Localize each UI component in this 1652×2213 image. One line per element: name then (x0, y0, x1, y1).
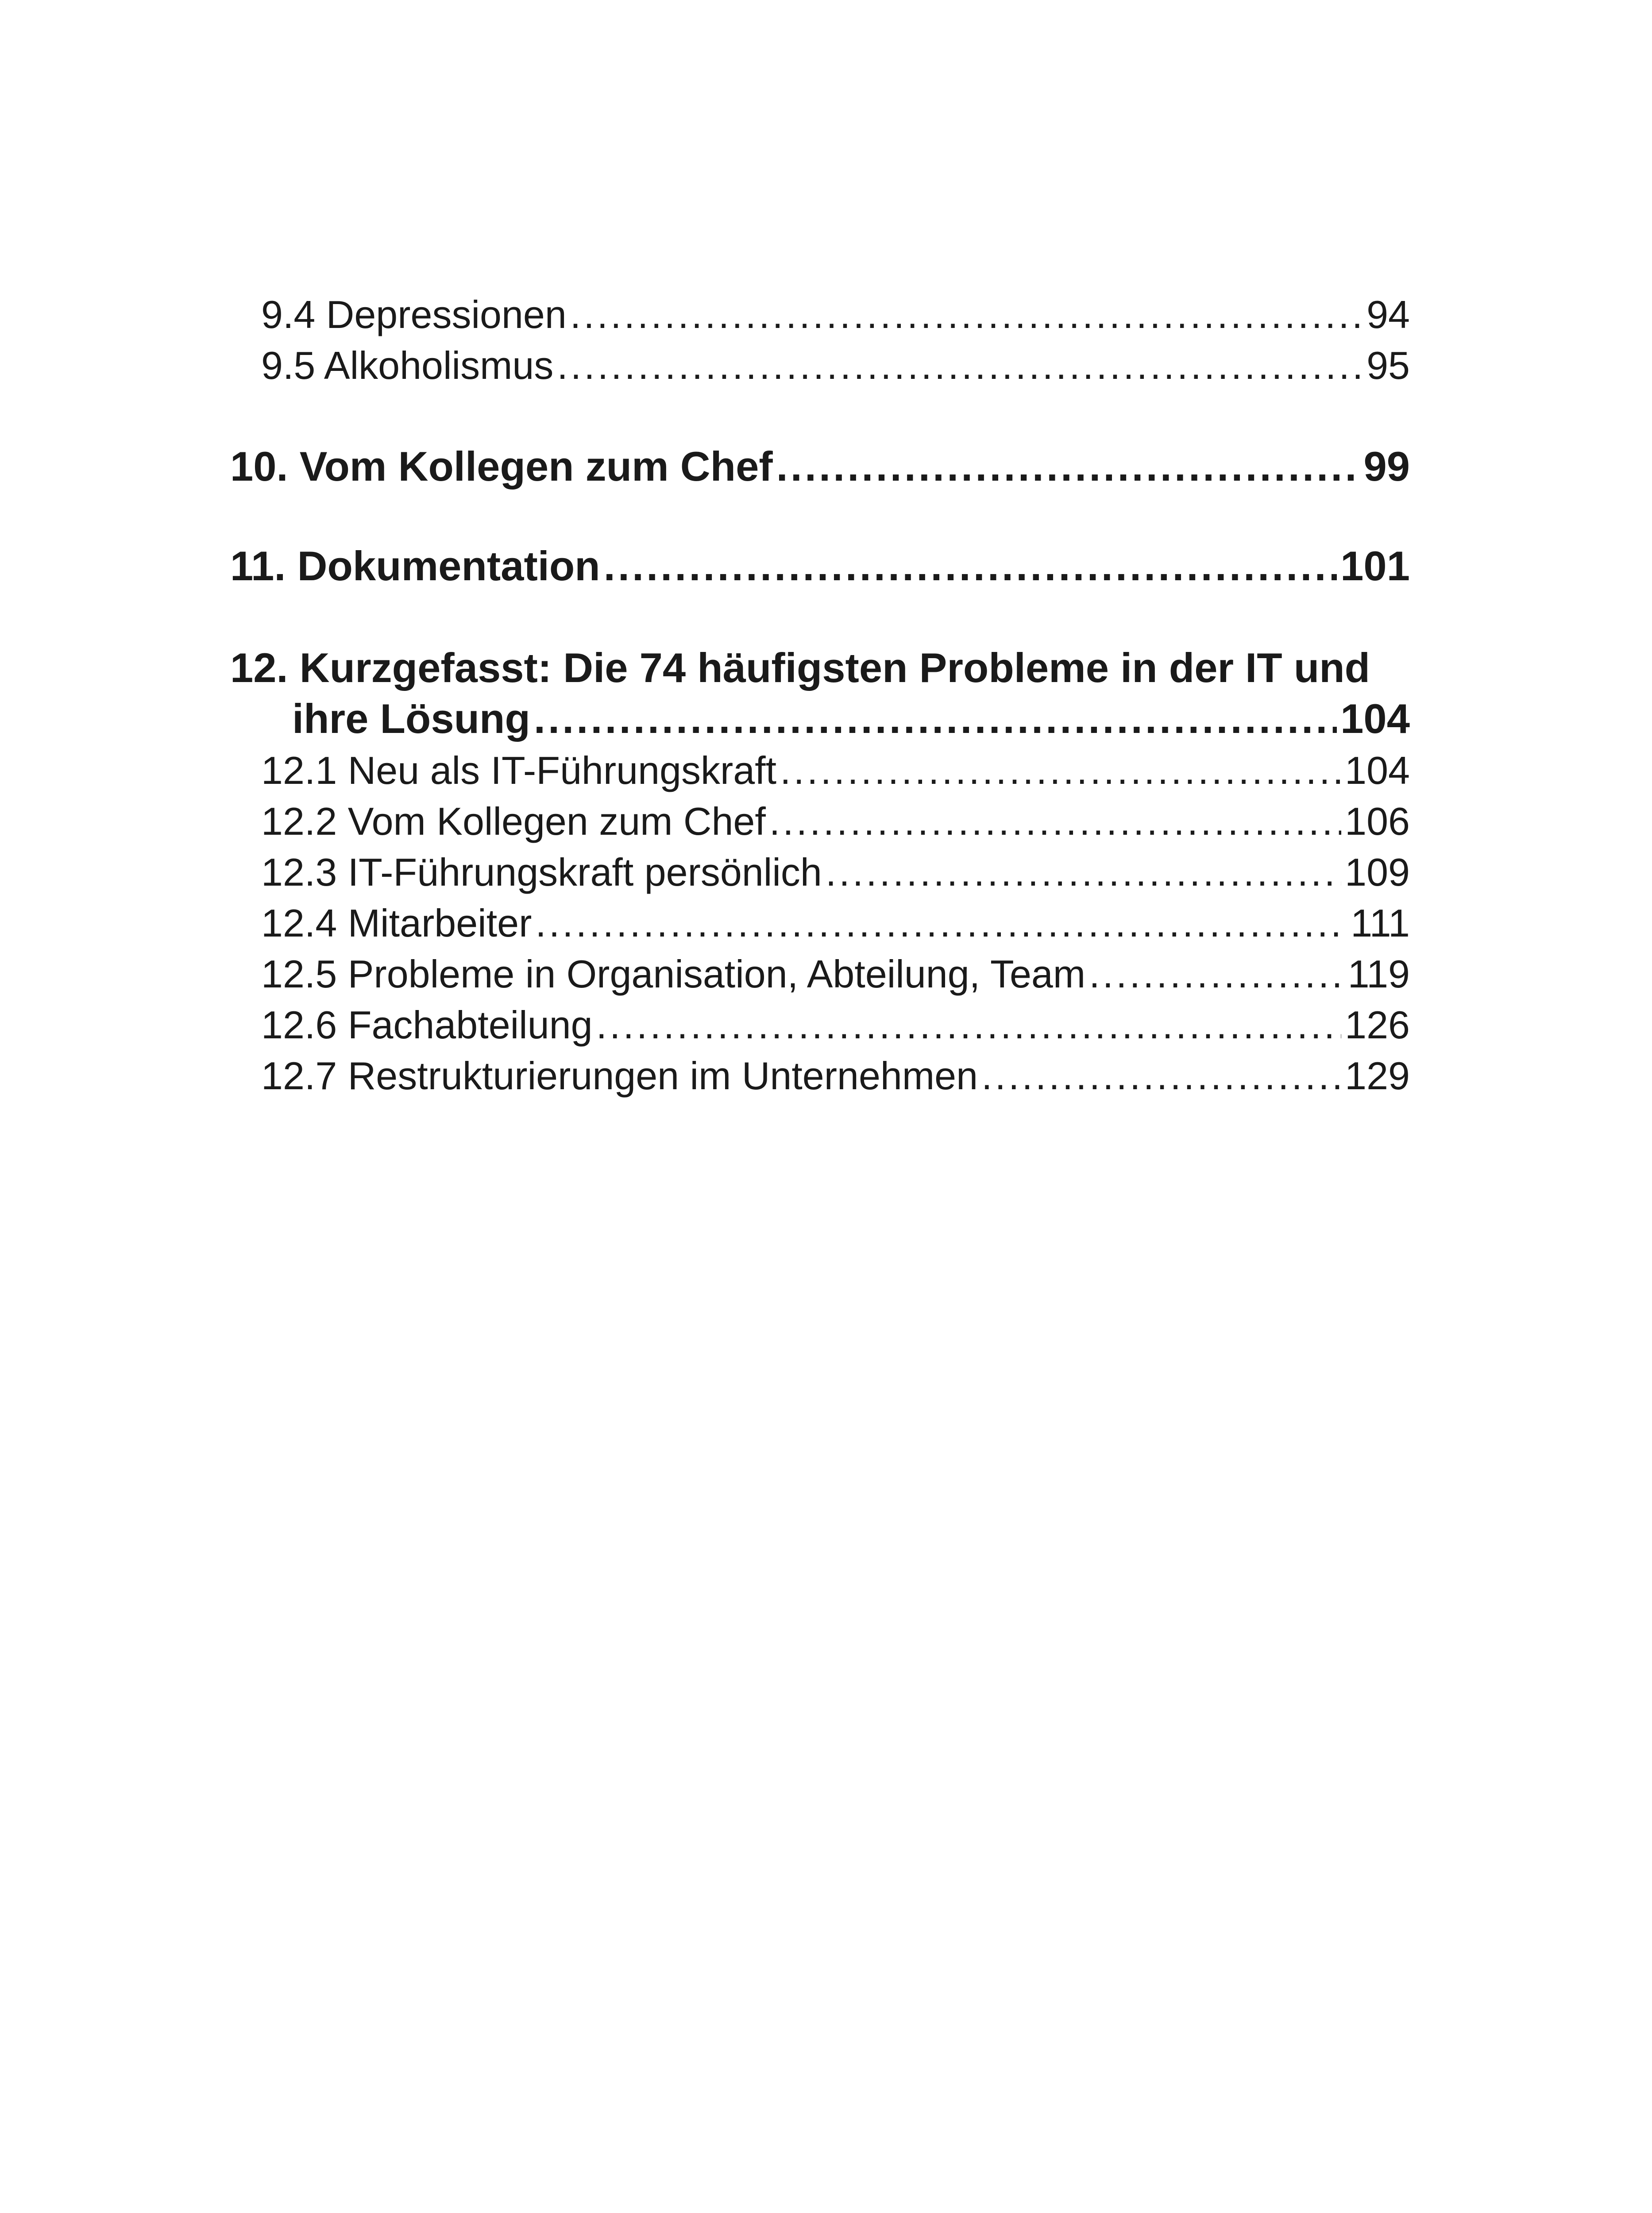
toc-entry-label: 12.6 Fachabteilung (261, 1003, 593, 1047)
dot-leader (604, 542, 1337, 590)
toc-page-number: 109 (1345, 850, 1410, 894)
dot-leader (570, 292, 1363, 337)
toc-chapter-12 (292, 695, 1410, 743)
toc-page-number: 94 (1366, 293, 1410, 336)
dot-leader (535, 901, 1347, 946)
toc-page-number: 104 (1345, 748, 1410, 792)
toc-entry-label: 12.5 Probleme in Organisation, Abteilung, Team (261, 952, 1086, 996)
toc-chapter-label: 11. Dokumentation (230, 543, 600, 589)
dot-leader (1089, 952, 1344, 997)
toc-chapter-11 (230, 542, 1410, 590)
toc-entry-12-6 (261, 1002, 1410, 1048)
toc-entry-12-4 (261, 901, 1410, 946)
toc-entry-label: 12.1 Neu als IT-Führungskraft (261, 748, 777, 792)
toc-page-number: 95 (1366, 343, 1410, 387)
dot-leader (776, 443, 1360, 490)
toc-entry-12-2 (261, 799, 1410, 844)
toc-entry-label: 9.5 Alkoholismus (261, 343, 554, 387)
toc-entry-label: 12.3 IT-Führungskraft persönlich (261, 850, 822, 894)
toc-page-number: 99 (1363, 443, 1410, 490)
dot-leader (534, 695, 1337, 743)
toc-entry-12-7 (261, 1053, 1410, 1099)
toc-chapter-label: ihre Lösung (292, 695, 530, 742)
toc-page-number: 111 (1351, 901, 1410, 945)
toc-entry-12-3 (261, 850, 1410, 895)
toc-entry-label: 12.2 Vom Kollegen zum Chef (261, 799, 766, 843)
toc-entry-label: 12.4 Mitarbeiter (261, 901, 532, 945)
toc-entry-9-5 (261, 343, 1410, 388)
dot-leader (769, 799, 1341, 844)
toc-chapter-12-title-line1: 12. Kurzgefasst: Die 74 häufigsten Probleme in der IT und (230, 644, 1370, 691)
toc-chapter-10 (230, 443, 1410, 490)
toc-page-number: 119 (1347, 952, 1410, 996)
toc-page-number: 106 (1345, 799, 1410, 843)
dot-leader (780, 748, 1341, 793)
toc-chapter-label: 10. Vom Kollegen zum Chef (230, 443, 773, 490)
toc-entry-12-1 (261, 748, 1410, 793)
dot-leader (596, 1002, 1342, 1048)
toc-entry-label: 12.7 Restrukturierungen im Unternehmen (261, 1054, 978, 1098)
toc-entry-label: 9.4 Depressionen (261, 293, 567, 336)
toc-page-number: 126 (1345, 1003, 1410, 1047)
dot-leader (826, 850, 1341, 895)
toc-page-number: 104 (1340, 695, 1410, 742)
dot-leader (981, 1053, 1341, 1099)
toc-entry-12-5 (261, 952, 1410, 997)
toc-entry-9-4 (261, 292, 1410, 337)
dot-leader (557, 343, 1363, 388)
toc-page-number: 101 (1340, 543, 1410, 589)
toc-page-number: 129 (1345, 1054, 1410, 1098)
